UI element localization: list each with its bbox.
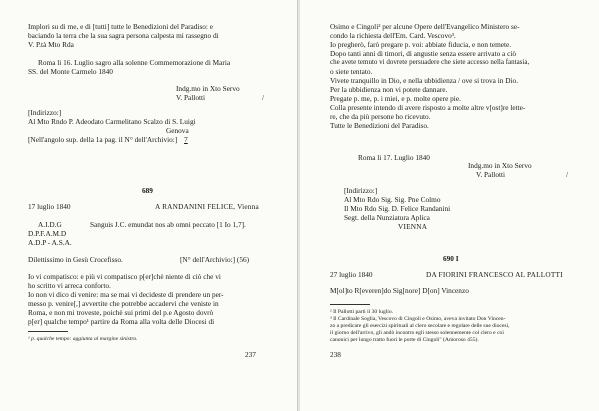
body-line-8: Per la ubbidienza non vi potete dannare. <box>330 85 448 94</box>
date-line-2: SS. del Monte Carmelo 1840 <box>28 67 113 76</box>
motto-left-2: D.P.F.A.M.D <box>28 229 67 238</box>
body-line-11: re, che da più persone ho ricevuto. <box>330 112 431 121</box>
left-page <box>0 0 298 411</box>
address-line: Al Mto Rndo P. Adeodato Carmelitano Scalzo di S. Luigi <box>28 117 196 126</box>
right-page <box>300 0 599 411</box>
archive-label: [N° dell'Archivio:] (56) <box>180 255 250 264</box>
signature-line-2: V. Pallotti <box>476 170 506 179</box>
address-city: Genova <box>166 126 189 135</box>
archive-note <box>28 135 188 145</box>
body-line-2: ho scritto vi arreca conforto. <box>28 281 111 290</box>
footnote-2: ³ Il Cardinale Soglia, Vescovo di Cingoli e Osimo, aveva invitato Don Vincen- <box>330 316 506 322</box>
letter-number: 689 <box>142 186 153 195</box>
footnote-1: ² Il Pallotti partì il 30 luglio. <box>330 309 394 315</box>
body-line-6: p[er] qualche tempo¹ partire da Roma alla volta delle Diocesi di <box>28 317 215 326</box>
address-line-1: Al Mto Rdo Sig. Sig. Pne Colmo <box>344 195 441 204</box>
archive-note-number: 7 <box>184 135 188 144</box>
letter-heading: A RANDANINI FELICE, Vienna <box>155 202 259 211</box>
footnote-rule <box>330 304 370 305</box>
intro-line-1: Implori su di me, e di [tutti] tutte le Benedizioni del Paradiso: e <box>28 22 214 31</box>
letter-number: 690 I <box>443 254 459 263</box>
date-line: Roma li 17. Luglio 1840 <box>358 153 430 162</box>
signature-slash: / <box>566 170 569 179</box>
motto-left-3: A.D.P - A.S.A. <box>28 238 72 247</box>
letter-heading: DA FIORINI FRANCESCO AL PALLOTTI <box>426 270 563 279</box>
address-label: [Indirizzo:] <box>28 108 62 117</box>
archive-note-prefix: [Nell'angolo sup. della 1a pag. il N° dell'Archivio:] <box>28 135 178 144</box>
date-line-1: Roma li 16. Luglio sagro alla solenne Commemorazione di Maria <box>38 58 231 67</box>
letter-date: 27 luglio 1840 <box>330 270 373 279</box>
intro-line-3: V. P.tà Mto Rda <box>28 40 74 49</box>
body-line-5: che avete temuto vi dovrete persuadere che siete accesso nella fantasia, <box>330 58 530 66</box>
body-line-10: Colla presente intendo di avere risposto a molte altre v[ost]re lette- <box>330 103 526 112</box>
body-line-4: Dopo tanti anni di timori, di angustie senza essere arrivato a ciò <box>330 49 517 58</box>
body-line-6: o siete tentato. <box>330 67 373 76</box>
address-line-2: Il Mto Rdo Sig. D. Felice Randanini <box>344 204 451 213</box>
address-line-3: Segt. della Nunziatura Aplica <box>344 213 430 222</box>
body-line-3: Io non vi dico di venire: ma se mai vi decideste di prendere un per- <box>28 290 224 299</box>
body-line-1: Io vi compatisco: e più vi compatisco p[er]chè niente di ciò che vi <box>28 272 221 281</box>
body-line-2: condo la richiesta dell'Em. Card. Vescovo³. <box>330 31 456 40</box>
letter-date: 17 luglio 1840 <box>28 202 71 211</box>
salutation: Dilettissimo in Gesù Crocefisso. <box>28 255 123 264</box>
page-number: 238 <box>330 350 341 359</box>
footnote-rule <box>28 331 68 332</box>
address-label: [Indirizzo:] <box>344 186 378 195</box>
salutation: M[ol]to R[everen]do Sig[nore] D[on] Vincenzo <box>330 286 469 295</box>
intro-line-2: baciando la terra che la sua sagra persona calpesta mi rassegno di <box>28 31 219 40</box>
footnote: ¹ p. qualche tempo: aggiunta al margine sinistro. <box>28 336 138 342</box>
footnote-4: il giorno dell'arrivo, gli andò incontro egli stesso solennemente col clero e coi <box>330 330 504 336</box>
motto-right: Sanguis J.C. emundat nos ab omni peccato [1 Io 1,7]. <box>90 220 246 229</box>
body-line-12: Tutte le Benedizioni del Paradiso. <box>330 121 429 130</box>
body-line-9: Pregate p. me, p. i miei, e p. molte opere pie. <box>330 94 461 103</box>
signature-slash: / <box>262 93 265 102</box>
footnote-5: canonici per lungo tratto fuori le porte di Cingoli" (Amoroso 455). <box>330 337 479 343</box>
address-city: VIENNA <box>398 222 428 231</box>
signature-line-1: Indg.mo in Xto Servo <box>176 84 240 93</box>
signature-line-2: V. Pallotti <box>176 93 206 102</box>
body-line-3: Io pregherò, farò pregare p. voi: abbiate fiducia, e non temete. <box>330 40 512 49</box>
body-line-7: Vivete tranquillo in Dio, e nella ubbidienza / ove si trova in Dio. <box>330 76 519 85</box>
footnote-3: zo a predicare gli esercizi spirituali al clero secolare e regolare delle sue diocesi, <box>330 323 510 329</box>
page-number: 237 <box>245 350 256 359</box>
body-line-5: Roma, e non mi troveste, poichè sui primi del p.e Agosto dovrò <box>28 308 214 317</box>
body-line-1: Osimo e Cingoli² per alcune Opere dell'Evangelico Ministero se- <box>330 22 520 31</box>
body-line-4: messo p. venire[,] avvertite che potrebbe accadervi che veniste in <box>28 299 219 308</box>
motto-left-1: A.I.D.G <box>38 220 62 229</box>
signature-line-1: Indg.mo in Xto Servo <box>468 161 532 170</box>
